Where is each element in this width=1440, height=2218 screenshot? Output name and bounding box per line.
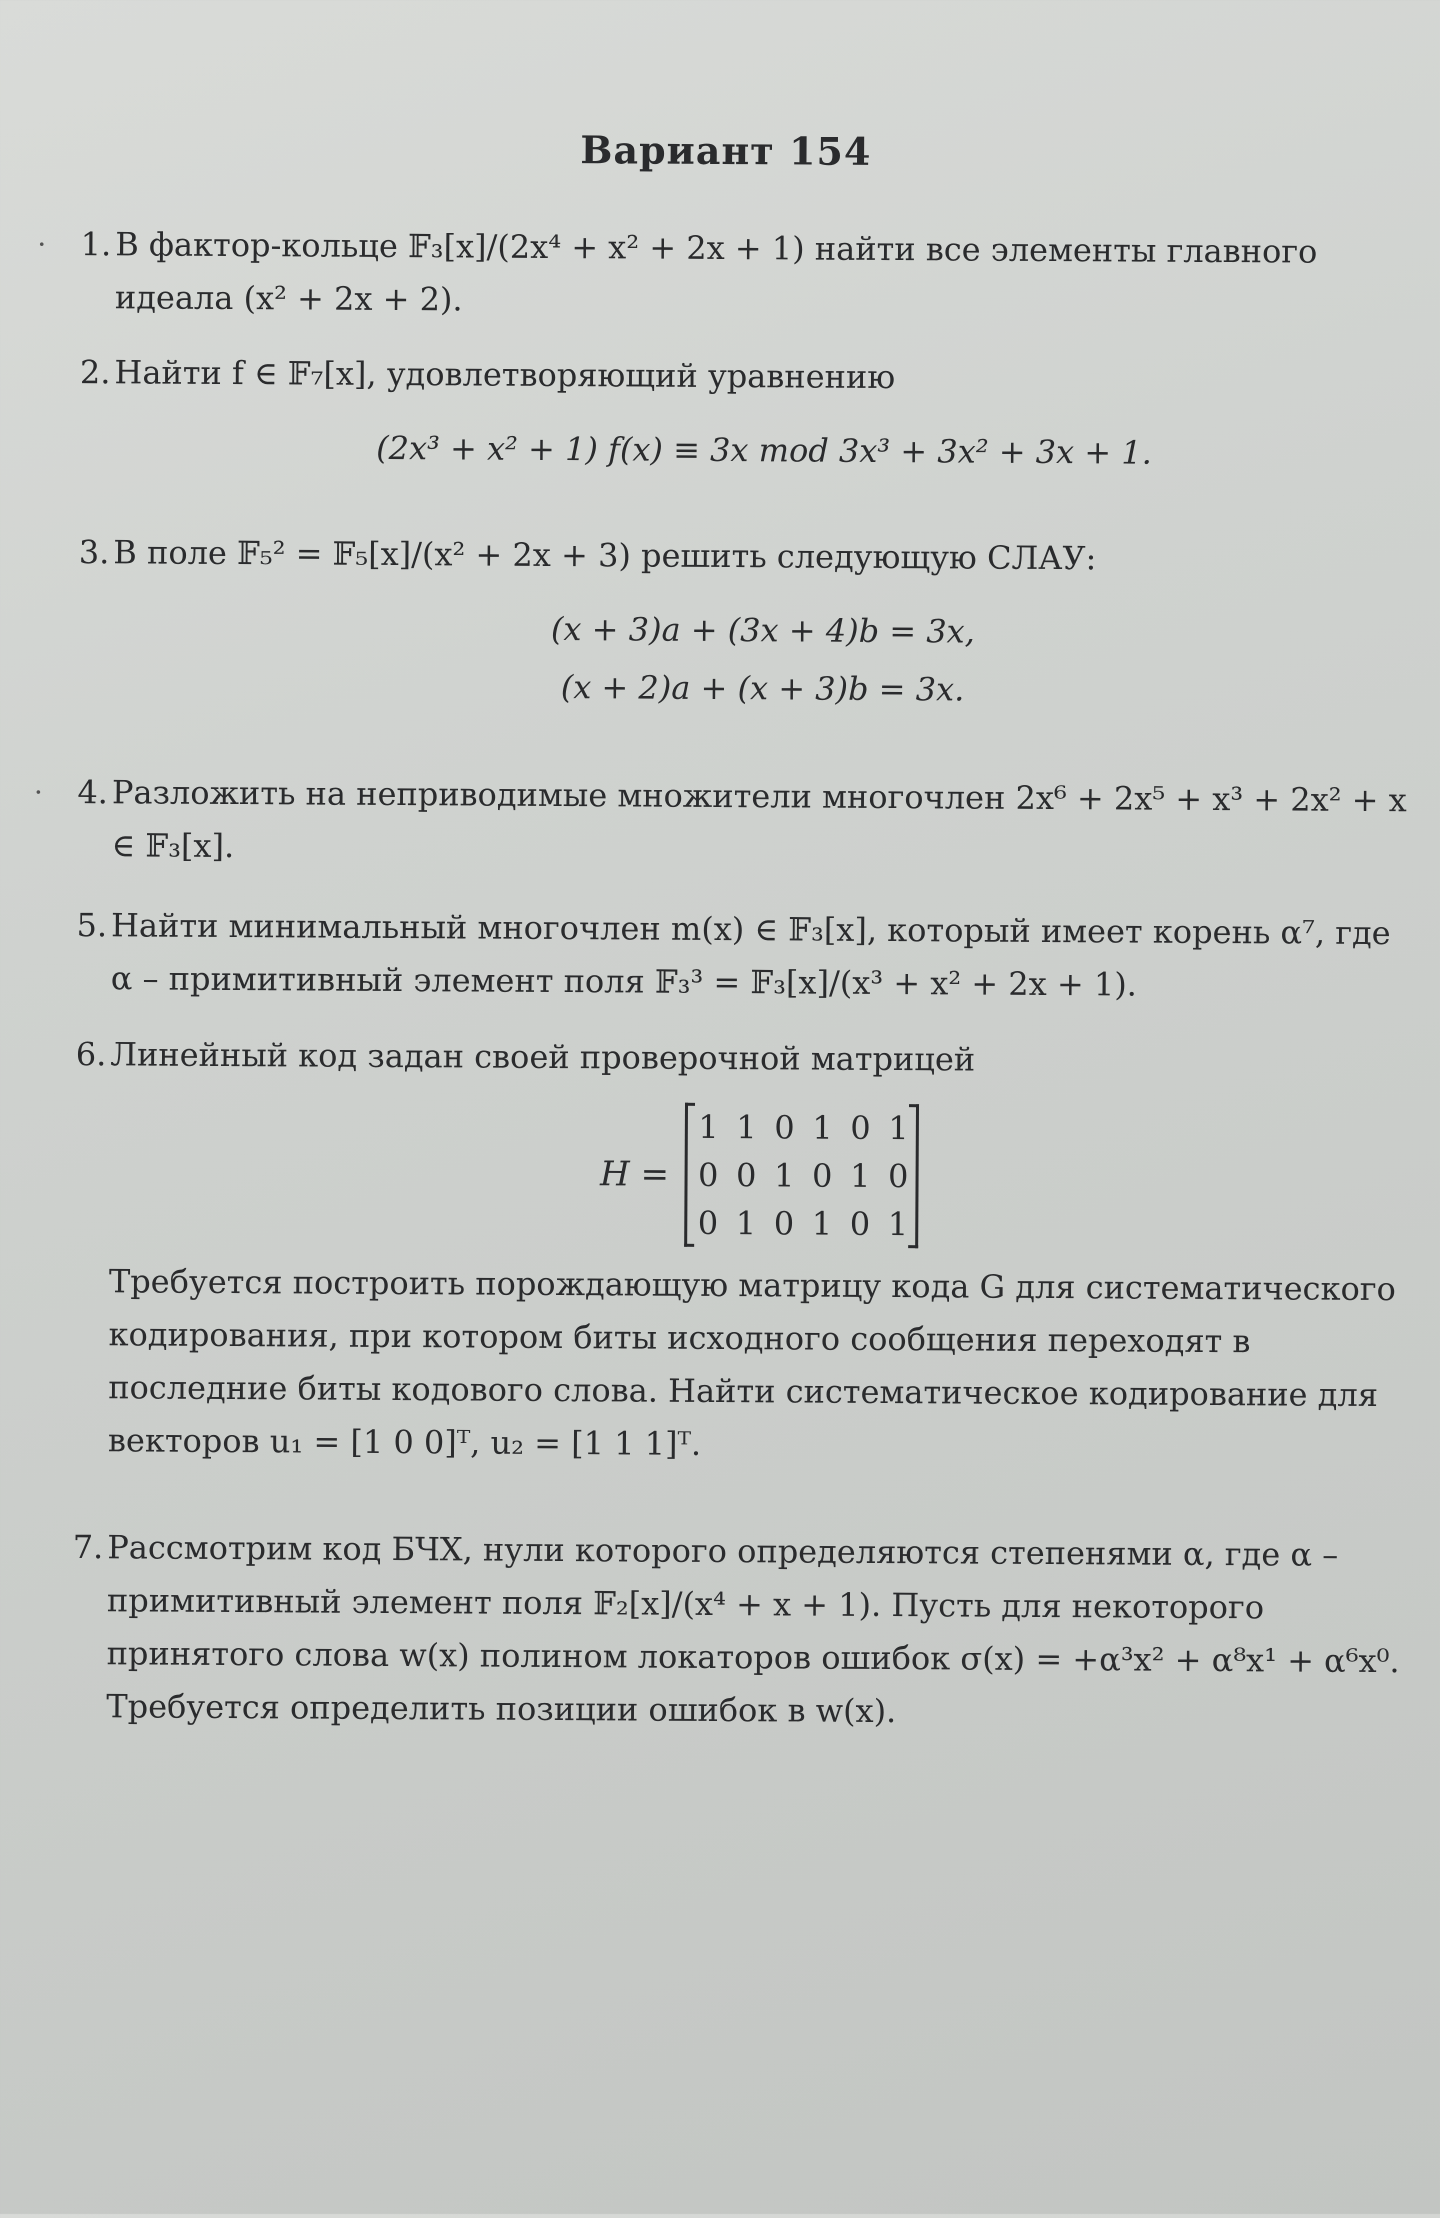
matrix-cell: 0: [697, 1155, 719, 1194]
matrix-cell: 0: [774, 1108, 795, 1147]
page-title: Вариант 154: [580, 127, 872, 174]
matrix-cell: 1: [812, 1108, 833, 1147]
problem-number: 3.: [78, 533, 110, 572]
problem-text: Рассмотрим код БЧХ, нули которого определяются степенями α, где α – примитивный элемент поля 𝔽₂[x]/(x⁴ + x + 1). Пусть для некоторого принятого слова w(x) полином локаторов ошибок σ(x) = +α³x² + α⁸x¹ + α⁶x⁰. Требуется определить позиции ошибок в w(x).: [106, 1528, 1400, 1731]
matrix-body: [685, 1103, 920, 1248]
problem-text: Линейный код задан своей проверочной матрицей: [110, 1035, 976, 1079]
problem-number: 2.: [79, 353, 111, 392]
problem-7: [72, 1521, 1407, 1741]
problem-3: [78, 526, 1413, 731]
problem-6: [75, 1028, 1411, 1475]
problem-text: Разложить на неприводимые множители многочлен 2x⁶ + 2x⁵ + x³ + 2x² + x ∈ 𝔽₃[x].: [111, 773, 1407, 866]
pencil-mark: ·: [33, 775, 43, 809]
pencil-mark: ·: [37, 227, 47, 261]
problem-number: 1.: [80, 225, 112, 264]
problem-text: В поле 𝔽₅² = 𝔽₅[x]/(x² + 2x + 3) решить следующую СЛАУ:: [113, 533, 1097, 578]
matrix-cell: 1: [698, 1107, 719, 1146]
matrix-cell: 1: [849, 1156, 871, 1195]
matrix-row: [697, 1199, 909, 1248]
matrix-cell: 0: [850, 1108, 871, 1147]
matrix-cell: 0: [887, 1157, 909, 1196]
check-matrix: [109, 1099, 1410, 1251]
matrix-cell: 0: [735, 1156, 757, 1195]
matrix-cell: 0: [849, 1204, 871, 1243]
problem-4: [33, 766, 1412, 880]
problem-2: [79, 346, 1415, 493]
problem-number: 7.: [72, 1528, 104, 1567]
matrix-cell: 0: [773, 1204, 795, 1243]
problem-number: 4.: [77, 773, 109, 812]
problem-1: [37, 218, 1416, 332]
problem-number: 6.: [75, 1035, 107, 1074]
problem-text-continued: Требуется построить порождающую матрицу кода G для систематического кодирования, при котором биты исходного сообщения переходят в последние биты кодового слова. Найти систематическое кодирование для векторов u₁ = [1 0 0]ᵀ, u₂ = [1 1 1]ᵀ.: [107, 1262, 1396, 1463]
problem-text: Найти f ∈ 𝔽₇[x], удовлетворяющий уравнению: [114, 353, 896, 397]
matrix-cell: 1: [736, 1108, 757, 1147]
problem-text: В фактор-кольце 𝔽₃[x]/(2x⁴ + x² + 2x + 1) найти все элементы главного идеала (x² + 2x + 2).: [114, 225, 1318, 319]
matrix-row: [697, 1151, 909, 1200]
matrix-cell: 1: [773, 1156, 795, 1195]
matrix-cell: 0: [811, 1156, 833, 1195]
equation-line-1: (x + 3)a + (3x + 4)b = 3x,: [550, 609, 975, 651]
matrix-cell: 1: [887, 1205, 909, 1244]
problem-text: Найти минимальный многочлен m(x) ∈ 𝔽₃[x], который имеет корень α⁷, где α – примитивный элемент поля 𝔽₃³ = 𝔽₃[x]/(x³ + x² + 2x + 1).: [110, 906, 1391, 1004]
equation-line-2: (x + 2)a + (x + 3)b = 3x.: [560, 668, 965, 709]
matrix-label: H =: [599, 1153, 670, 1195]
matrix-cell: 0: [697, 1203, 719, 1242]
matrix-row: [698, 1103, 909, 1152]
matrix-cell: 1: [888, 1109, 909, 1148]
problem-5: [76, 899, 1412, 1013]
matrix-cell: 1: [811, 1204, 833, 1243]
problem-number: 5.: [76, 906, 108, 945]
equation: (2x³ + x² + 1) f(x) ≡ 3x mod 3x³ + 3x² + 3x + 1.: [376, 428, 1152, 472]
matrix-cell: 1: [735, 1204, 757, 1243]
